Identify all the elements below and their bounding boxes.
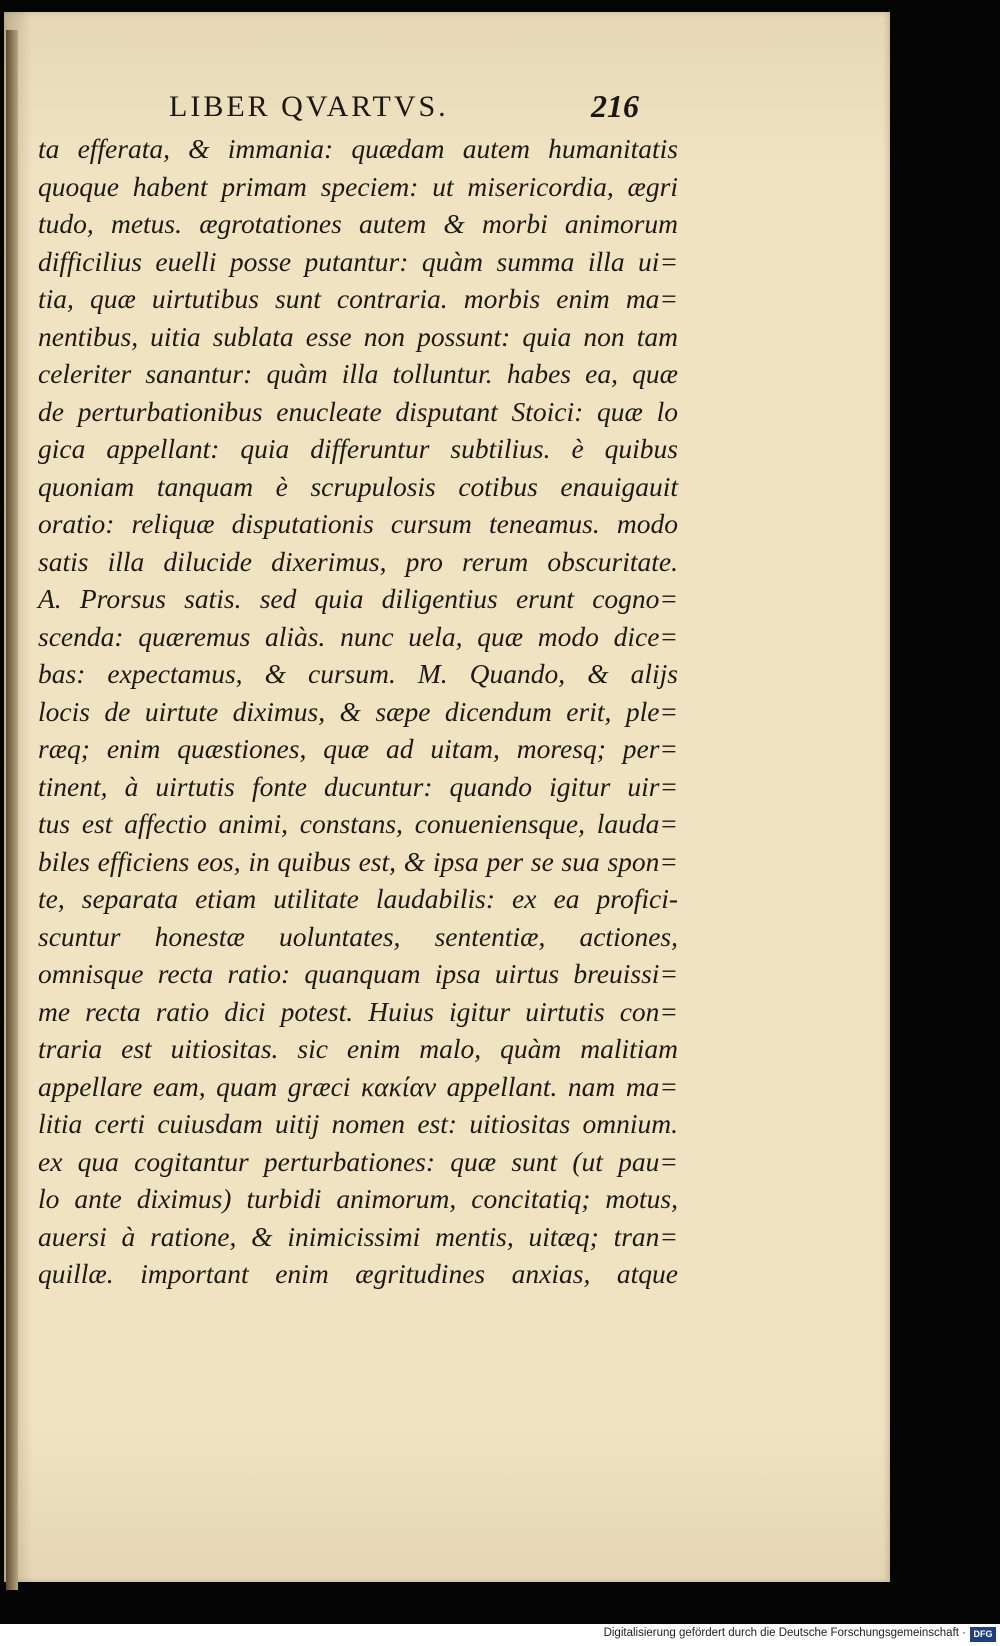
text-line: de perturbationibus enucleate disputant Stoici: quæ lo xyxy=(38,395,678,427)
text-line: omnisque recta ratio: quanquam ipsa uirtus breuissi= xyxy=(38,958,678,989)
text-line: nentibus, uitia sublata esse non possunt: quia non tam xyxy=(38,320,678,352)
running-title: LIBER QVARTVS. xyxy=(169,90,449,123)
text-line: bas: expectamus, & cursum. M. Quando, & alijs xyxy=(38,658,678,689)
text-line: biles efficiens eos, in quibus est, & ipsa per se sua spon= xyxy=(38,845,678,877)
text-line: auersi à ratione, & inimicissimi mentis, uitæq; tran= xyxy=(38,1220,678,1252)
text-line: lo ante diximus) turbidi animorum, concitatiq; motus, xyxy=(38,1183,678,1214)
footer-credit: Digitalisierung gefördert durch die Deutsche Forschungsgemeinschaft · xyxy=(603,1627,966,1639)
text-line: quillæ. important enim ægritudines anxias, atque xyxy=(38,1258,678,1289)
text-line: tinent, à uirtutis fonte ducuntur: quando igitur uir= xyxy=(38,770,678,802)
text-line: me recta ratio dici potest. Huius igitur uirtutis con= xyxy=(38,995,678,1027)
text-line: appellare eam, quam græci κακίαν appellant. nam ma= xyxy=(38,1070,678,1102)
footer-bar xyxy=(0,1624,1000,1646)
dfg-logo-icon: DFG xyxy=(970,1627,996,1642)
text-line: scuntur honestæ uoluntates, sententiæ, actiones, xyxy=(38,920,678,952)
text-line: ta efferata, & immania: quædam autem humanitatis xyxy=(38,133,678,164)
text-line: difficilius euelli posse putantur: quàm summa illa ui= xyxy=(38,245,678,277)
text-line: locis de uirtute diximus, & sæpe dicendum erit, ple= xyxy=(38,695,678,727)
book-page xyxy=(4,12,890,1582)
text-line: quoniam tanquam è scrupulosis cotibus enauigauit xyxy=(38,470,678,502)
page-binding-edge xyxy=(6,30,18,1590)
text-line: tudo, metus. ægrotationes autem & morbi animorum xyxy=(38,208,678,239)
text-line: litia certi cuiusdam uitij nomen est: uitiositas omnium. xyxy=(38,1108,678,1139)
text-line: tus est affectio animi, constans, conueniensque, lauda= xyxy=(38,808,678,839)
text-line: scenda: quæremus aliàs. nunc uela, quæ modo dice= xyxy=(38,620,678,652)
text-line: te, separata etiam utilitate laudabilis: ex ea profici- xyxy=(38,883,678,914)
body-text xyxy=(38,130,678,1293)
text-line: A. Prorsus satis. sed quia diligentius erunt cogno= xyxy=(38,583,678,614)
text-line: tia, quæ uirtutibus sunt contraria. morbis enim ma= xyxy=(38,283,678,314)
text-line: celeriter sanantur: quàm illa tolluntur. habes ea, quæ xyxy=(38,358,678,389)
folio-number: 216 xyxy=(591,88,639,124)
text-line: satis illa dilucide dixerimus, pro rerum obscuritate. xyxy=(38,545,678,577)
text-line: oratio: reliquæ disputationis cursum teneamus. modo xyxy=(38,508,678,539)
running-head xyxy=(169,90,639,130)
text-line: ræq; enim quæstiones, quæ ad uitam, moresq; per= xyxy=(38,733,678,764)
text-line: traria est uitiositas. sic enim malo, quàm malitiam xyxy=(38,1033,678,1064)
text-line: ex qua cogitantur perturbationes: quæ sunt (ut pau= xyxy=(38,1145,678,1177)
text-line: gica appellant: quia differuntur subtilius. è quibus xyxy=(38,433,678,464)
text-line: quoque habent primam speciem: ut misericordia, ægri xyxy=(38,170,678,202)
